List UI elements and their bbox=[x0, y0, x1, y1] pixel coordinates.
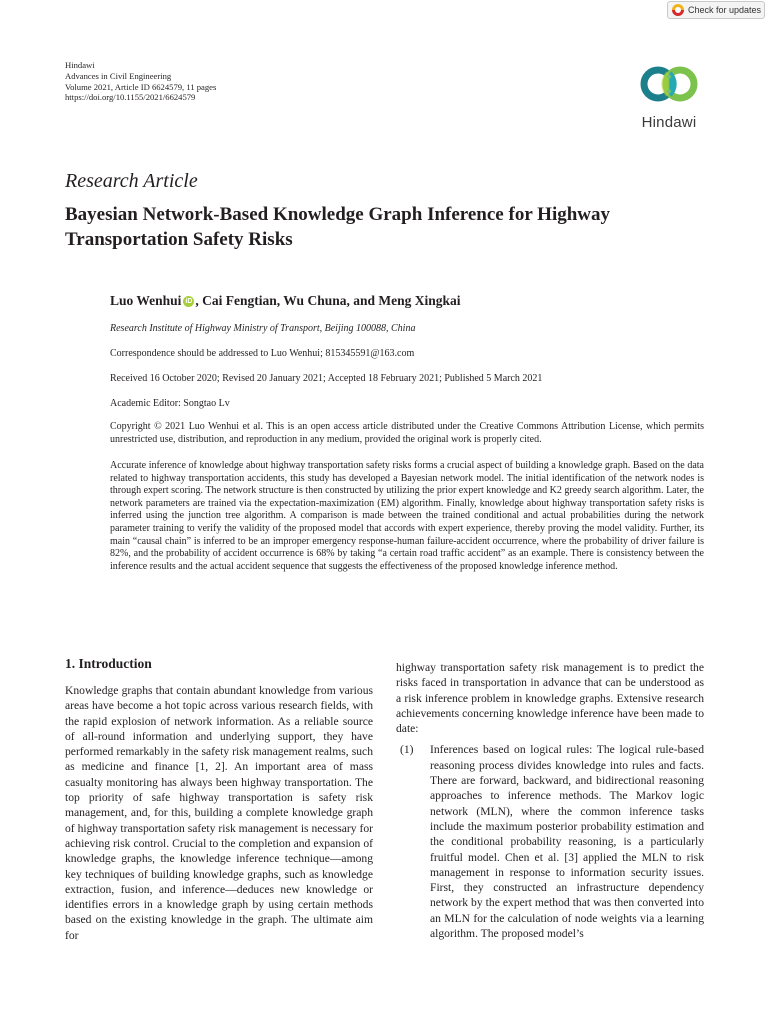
first-author[interactable]: Luo Wenhui bbox=[110, 293, 182, 308]
other-authors: , Cai Fengtian, Wu Chuna, and Meng Xingkai bbox=[195, 293, 461, 308]
publisher-name: Hindawi bbox=[65, 60, 95, 70]
affiliation: Research Institute of Highway Ministry of Transport, Beijing 100088, China bbox=[110, 323, 416, 334]
crossmark-icon bbox=[672, 4, 684, 16]
list-item bbox=[396, 742, 704, 941]
intro-paragraph-left: Knowledge graphs that contain abundant knowledge from various areas have become a hot topic across various research fields, with the rapid explosion of network information. As a reliable source of all-round information and underlying support, they have performed remarkably in the safety risk management realms, such as medicine and finance [1, 2]. An important area of mass casualty monitoring has always been highway transportation. The top priority of safe highway transportation is safety risk management, and, for this, building a complete knowledge graph of highway transportation safety risk management is necessary for achieving risk control. Crucial to the completion and expansion of knowledge graphs, the knowledge inference technique—among key techniques of building knowledge graphs, such as knowledge extraction, fusion, and inference—deduces new knowledge or identifies errors in a knowledge graph by using certain methods based on the existing knowledge in the graph. The ultimate aim for bbox=[65, 684, 373, 942]
author-list bbox=[110, 293, 461, 309]
intro-paragraph-right: highway transportation safety risk management is to predict the risks faced in transportation in advance that can be understood as a risk inference problem in knowledge graphs. Extensive research achievements concerning knowledge inference have been made to date: bbox=[396, 661, 704, 736]
copyright-notice: Copyright © 2021 Luo Wenhui et al. This is an open access article distributed under the Creative Commons Attribution License, which permits unrestricted use, distribution, and reproduction in any medium, provided the original work is properly cited. bbox=[110, 421, 704, 445]
correspondence: Correspondence should be addressed to Luo Wenhui; 815345591@163.com bbox=[110, 348, 415, 359]
section-heading: 1. Introduction bbox=[65, 656, 152, 671]
list-item-number: (1) bbox=[400, 743, 414, 757]
article-title: Bayesian Network-Based Knowledge Graph Inference for Highway Transportation Safety Risks bbox=[65, 204, 611, 250]
check-for-updates-button[interactable] bbox=[667, 1, 765, 19]
orcid-icon[interactable]: iD bbox=[185, 297, 193, 305]
journal-header bbox=[65, 60, 216, 103]
journal-name: Advances in Civil Engineering bbox=[65, 70, 172, 81]
list-item-text: Inferences based on logical rules: The logical rule-based reasoning process divides knowledge into rules and facts. There are forward, backward, and bidirectional reasoning approaches to inference methods. The Markov logic network (MLN), where the common inference tasks include the maximum posterior probability estimation and the conditional probability reasoning, is a particularly fruitful model. Chen et al. [3] applied the MLN to risk management in response to information security issues. First, they constructed an infrastructure dependency network by the expert method that was then converted into an MLN for the calculation of node weights via a learning algorithm. The proposed model’s bbox=[430, 743, 704, 941]
academic-editor: Academic Editor: Songtao Lv bbox=[110, 398, 230, 409]
volume-info: Volume 2021, Article ID 6624579, 11 pages bbox=[65, 81, 217, 92]
article-type: Research Article bbox=[65, 170, 198, 192]
check-for-updates-label: Check for updates bbox=[688, 5, 762, 15]
hindawi-logo-text: Hindawi bbox=[641, 114, 697, 131]
publication-dates: Received 16 October 2020; Revised 20 January 2021; Accepted 18 February 2021; Published 5 March 2021 bbox=[110, 373, 543, 384]
abstract: Accurate inference of knowledge about highway transportation safety risks forms a crucial aspect of building a knowledge graph. Based on the data related to highway transportation accidents, this study has developed a Bayesian network model. The initial identification of the network nodes is through expert scoring. The network structure is then constructed by utilizing the prior expert knowledge and K2 greedy search algorithm. Later, the network parameters are trained via the expectation-maximization (EM) algorithm. Finally, knowledge about highway transportation safety risks is inferred using the junction tree algorithm. A comparison is made between the trained conditional and actual probabilities during the network parameter training to verify the validity of the proposed model that accords with expert experience, thereby proving the model validity. Further, its main “causal chain” is inferred to be an improper emergency response-human failure-accident occurrence, where the probability of driver failure is 82%, and the probability of accident occurrence is 68% by taking “a certain road traffic accident” as an example. There is consistency between the inference results and the actual accident sequence that suggests the effectiveness of the proposed knowledge inference method. bbox=[110, 460, 704, 572]
doi-link[interactable]: https://doi.org/10.1155/2021/6624579 bbox=[65, 92, 196, 103]
left-column bbox=[65, 683, 373, 943]
right-column bbox=[396, 660, 704, 941]
